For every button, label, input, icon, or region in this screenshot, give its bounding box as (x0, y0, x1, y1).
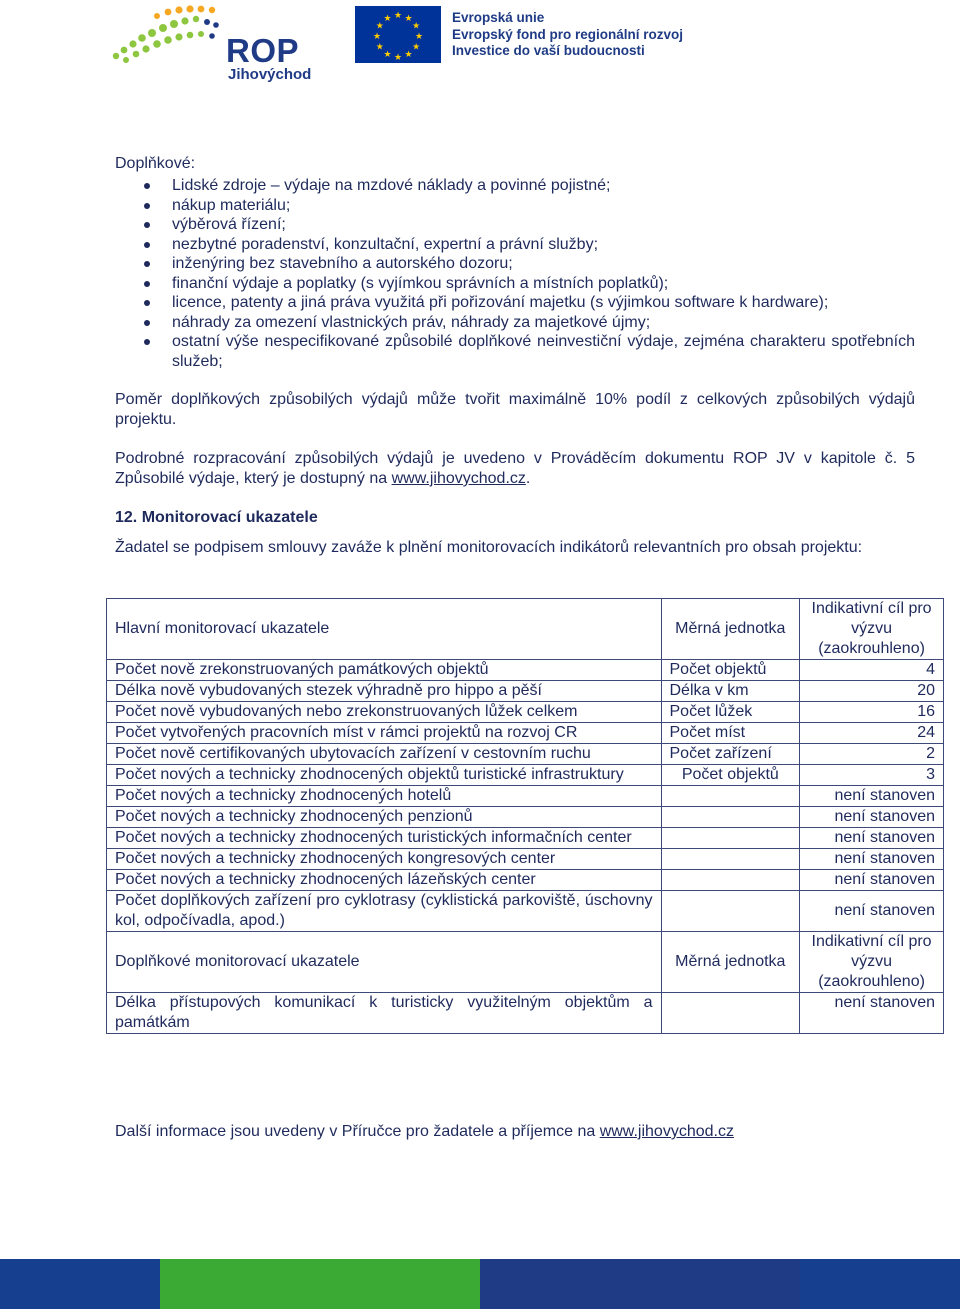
rop-logo-title: ROP (226, 32, 300, 69)
table-row (107, 993, 944, 1034)
indicator-value: není stanoven (800, 786, 944, 807)
jihovychod-link[interactable]: www.jihovychod.cz (391, 470, 526, 487)
rop-dots-logo-icon (108, 4, 226, 64)
list-item: náhrady za omezení vlastnických práv, náhrady za majetkové újmy; (115, 313, 915, 333)
indicators-table (106, 598, 944, 1034)
svg-text:★: ★ (412, 42, 421, 53)
indicator-value: 2 (800, 744, 944, 765)
header-supplementary-indicators: Doplňkové monitorovací ukazatele (107, 932, 662, 993)
table-row (107, 870, 944, 891)
band-segment (480, 1259, 800, 1309)
bullet-icon (144, 242, 150, 248)
eu-line: Evropská unie (452, 10, 545, 25)
indicator-value: není stanoven (800, 870, 944, 891)
indicator-name: Počet nových a technicky zhodnocených turistických informačních center (107, 828, 662, 849)
indicator-name: Počet nových a technicky zhodnocených penzionů (107, 807, 662, 828)
band-segment (0, 1259, 160, 1309)
indicator-name: Počet nových a technicky zhodnocených objektů turistické infrastruktury (107, 765, 662, 786)
table-row (107, 786, 944, 807)
table-row (107, 744, 944, 765)
indicator-value: 4 (800, 660, 944, 681)
svg-text:★: ★ (393, 53, 403, 63)
eu-line: Investice do vaší budoucnosti (452, 43, 645, 58)
indicator-value: není stanoven (800, 993, 944, 1034)
table-row (107, 807, 944, 828)
indicator-value: není stanoven (800, 849, 944, 870)
table-row (107, 723, 944, 744)
list-item: Lidské zdroje – výdaje na mzdové náklady a povinné pojistné; (115, 176, 915, 196)
footer-note: Další informace jsou uvedeny v Příručce pro žadatele a příjemce na www.jihovychod.cz (115, 1123, 734, 1140)
bullet-icon (144, 222, 150, 228)
header-unit: Měrná jednotka (661, 932, 800, 993)
indicator-value: 20 (800, 681, 944, 702)
indicator-name: Počet doplňkových zařízení pro cyklotrasy (cyklistická parkoviště, úschovny kol, odpočívadla, apod.) (107, 891, 662, 932)
indicator-name: Počet nově vybudovaných nebo zrekonstruovaných lůžek celkem (107, 702, 662, 723)
indicator-value: 24 (800, 723, 944, 744)
band-segment (800, 1259, 960, 1309)
bullet-icon (144, 300, 150, 306)
main-content (115, 154, 915, 558)
indicator-unit: Počet objektů (661, 660, 800, 681)
jihovychod-footer-link[interactable]: www.jihovychod.cz (599, 1123, 734, 1140)
paragraph-pomer: Poměr doplňkových způsobilých výdajů může tvořit maximálně 10% podíl z celkových způsobilých výdajů projektu. (115, 391, 915, 428)
list-item: inženýring bez stavebního a autorského dozoru; (115, 254, 915, 274)
header-main-indicators: Hlavní monitorovací ukazatele (107, 599, 662, 660)
eu-flag-icon (355, 6, 441, 63)
list-item: ostatní výše nespecifikované způsobilé doplňkové neinvestiční výdaje, zejména charakteru spotřebních služeb; (115, 332, 915, 371)
list-item: nákup materiálu; (115, 196, 915, 216)
indicator-name: Počet nových a technicky zhodnocených kongresových center (107, 849, 662, 870)
doplnkove-label: Doplňkové: (115, 155, 196, 172)
indicator-name: Počet nově certifikovaných ubytovacích zařízení v cestovním ruchu (107, 744, 662, 765)
indicator-name: Počet nových a technicky zhodnocených hotelů (107, 786, 662, 807)
table-header-row (107, 932, 944, 993)
rop-logo (108, 4, 318, 88)
footer-color-band (0, 1259, 960, 1309)
table-row (107, 765, 944, 786)
paragraph-podrobne: Podrobné rozpracování způsobilých výdajů je uvedeno v Prováděcím dokumentu ROP JV v kapitole č. 5 Způsobilé výdaje, který je dostupný na www.jihovychod.cz. (115, 450, 915, 487)
bullet-icon (144, 261, 150, 267)
svg-text:★: ★ (414, 32, 424, 42)
indicator-name: Délka přístupových komunikací k turisticky využitelným objektům a památkám (107, 993, 662, 1034)
indicator-unit (661, 828, 800, 849)
svg-text:★: ★ (383, 50, 392, 61)
bullet-icon (144, 339, 150, 345)
table-row (107, 849, 944, 870)
indicator-unit (661, 807, 800, 828)
table-row (107, 891, 944, 932)
list-item: nezbytné poradenství, konzultační, expertní a právní služby; (115, 235, 915, 255)
indicator-name: Počet nových a technicky zhodnocených lázeňských center (107, 870, 662, 891)
band-segment (160, 1259, 480, 1309)
indicator-unit (661, 849, 800, 870)
header-unit: Měrná jednotka (661, 599, 800, 660)
indicator-name: Délka nově vybudovaných stezek výhradně pro hippo a pěší (107, 681, 662, 702)
indicator-value: není stanoven (800, 828, 944, 849)
rop-logo-subtitle: Jihovýchod (228, 66, 312, 83)
list-item: licence, patenty a jiná práva využitá při pořizování majetku (s výjimkou software k hardware); (115, 293, 915, 313)
indicator-name: Počet nově zrekonstruovaných památkových objektů (107, 660, 662, 681)
svg-text:★: ★ (404, 13, 413, 24)
table-row (107, 681, 944, 702)
indicator-name: Počet vytvořených pracovních míst v rámci projektů na rozvoj CR (107, 723, 662, 744)
indicator-value: 3 (800, 765, 944, 786)
indicator-unit: Počet míst (661, 723, 800, 744)
indicator-unit (661, 786, 800, 807)
svg-text:★: ★ (383, 13, 392, 24)
svg-text:★: ★ (375, 21, 384, 32)
table-row (107, 660, 944, 681)
indicator-unit: Počet lůžek (661, 702, 800, 723)
header-target: Indikativní cíl pro výzvu (zaokrouhleno) (800, 599, 944, 660)
indicator-unit (661, 993, 800, 1034)
bullet-icon (144, 320, 150, 326)
eu-line: Evropský fond pro regionální rozvoj (452, 26, 684, 42)
eligible-costs-list (115, 176, 915, 371)
header-target: Indikativní cíl pro výzvu (zaokrouhleno) (800, 932, 944, 993)
section-heading: 12. Monitorovací ukazatele (115, 509, 318, 526)
table-header-row (107, 599, 944, 660)
list-item: finanční výdaje a poplatky (s vyjímkou správních a místních poplatků); (115, 274, 915, 294)
paragraph-zadatel: Žadatel se podpisem smlouvy zaváže k plnění monitorovacích indikátorů relevantních pro obsah projektu: (115, 539, 863, 556)
indicator-unit: Počet zařízení (661, 744, 800, 765)
page-header (0, 0, 960, 95)
indicator-unit (661, 891, 800, 932)
table-row (107, 702, 944, 723)
eu-text-block (452, 10, 683, 60)
svg-text:★: ★ (375, 42, 384, 53)
bullet-icon (144, 203, 150, 209)
svg-text:★: ★ (404, 50, 413, 61)
svg-text:★: ★ (372, 32, 382, 42)
bullet-icon (144, 281, 150, 287)
svg-text:★: ★ (393, 11, 403, 21)
indicator-unit: Délka v km (661, 681, 800, 702)
indicator-value: 16 (800, 702, 944, 723)
bullet-icon (144, 183, 150, 189)
indicator-value: není stanoven (800, 891, 944, 932)
indicator-unit (661, 870, 800, 891)
indicator-unit: Počet objektů (661, 765, 800, 786)
indicator-value: není stanoven (800, 807, 944, 828)
list-item: výběrová řízení; (115, 215, 915, 235)
table-row (107, 828, 944, 849)
svg-text:★: ★ (412, 21, 421, 32)
